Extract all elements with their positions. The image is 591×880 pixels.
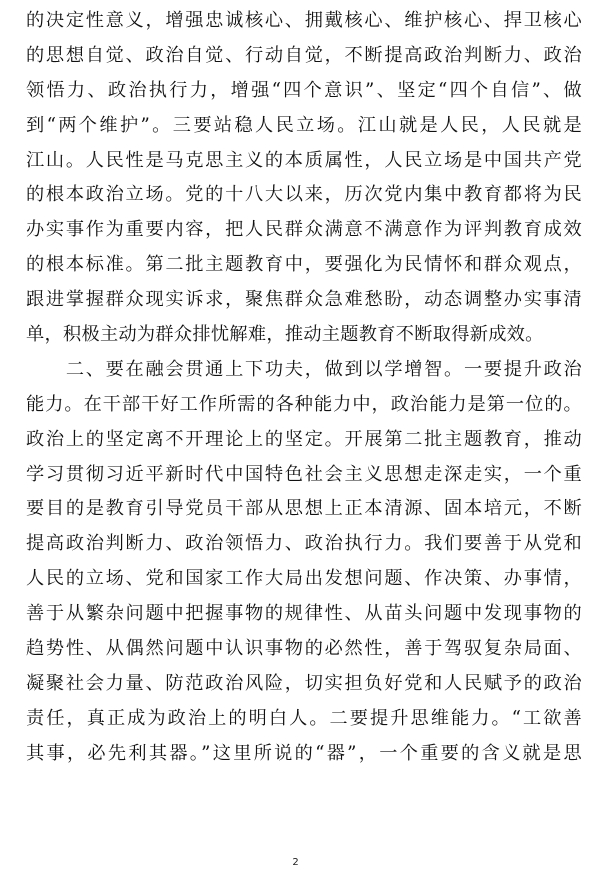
text-line: 二、要在融会贯通上下功夫，做到以学增智。一要提升政治 <box>26 358 582 380</box>
text-line: 政治上的坚定离不开理论上的坚定。开展第二批主题教育，推动 <box>26 428 582 450</box>
body-text <box>26 4 582 772</box>
text-line: 能力。在干部干好工作所需的各种能力中，政治能力是第一位的。 <box>26 393 582 415</box>
text-line: 办实事作为重要内容，把人民群众满意不满意作为评判教育成效 <box>26 219 582 241</box>
text-line: 的思想自觉、政治自觉、行动自觉，不断提高政治判断力、政治 <box>26 44 582 66</box>
text-line: 趋势性、从偶然问题中认识事物的必然性，善于驾驭复杂局面、 <box>26 638 582 660</box>
text-line: 提高政治判断力、政治领悟力、政治执行力。我们要善于从党和 <box>26 533 582 555</box>
text-line: 要目的是教育引导党员干部从思想上正本清源、固本培元，不断 <box>26 498 582 520</box>
text-line: 的决定性意义，增强忠诚核心、拥戴核心、维护核心、捍卫核心 <box>26 10 582 31</box>
text-line: 跟进掌握群众现实诉求，聚焦群众急难愁盼，动态调整办实事清 <box>26 289 582 311</box>
text-line: 其事，必先利其器。”这里所说的“器”，一个重要的含义就是思 <box>26 742 582 764</box>
text-line: 学习贯彻习近平新时代中国特色社会主义思想走深走实，一个重 <box>26 463 582 485</box>
text-line: 领悟力、政治执行力，增强“四个意识”、坚定“四个自信”、做 <box>26 79 582 101</box>
page-number: 2 <box>292 857 299 868</box>
text-line: 江山。人民性是马克思主义的本质属性，人民立场是中国共产党 <box>26 149 582 171</box>
text-line: 到“两个维护”。三要站稳人民立场。江山就是人民，人民就是 <box>26 114 582 136</box>
text-line: 的根本政治立场。党的十八大以来，历次党内集中教育都将为民 <box>26 184 582 206</box>
text-line: 善于从繁杂问题中把握事物的规律性、从苗头问题中发现事物的 <box>26 603 582 625</box>
text-line: 凝聚社会力量、防范政治风险，切实担负好党和人民赋予的政治 <box>26 672 582 694</box>
text-line: 责任，真正成为政治上的明白人。二要提升思维能力。“工欲善 <box>26 707 582 729</box>
text-line: 单，积极主动为群众排忧解难，推动主题教育不断取得新成效。 <box>26 324 544 346</box>
text-line: 人民的立场、党和国家工作大局出发想问题、作决策、办事情， <box>26 568 582 590</box>
text-line: 的根本标准。第二批主题教育中，要强化为民情怀和群众观点， <box>26 254 582 276</box>
